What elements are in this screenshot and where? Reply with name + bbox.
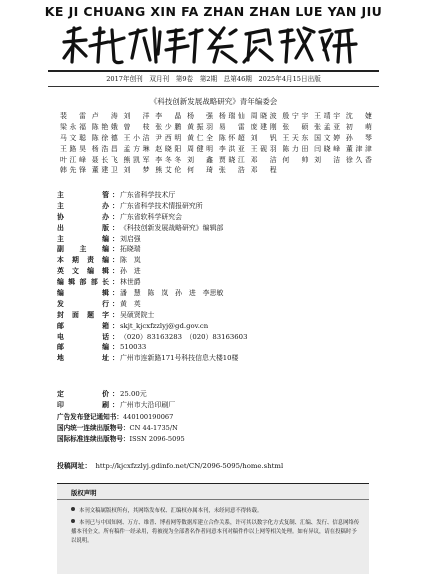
- info-row: [57, 234, 377, 245]
- publication-info: [57, 190, 377, 364]
- info-row: [57, 389, 325, 400]
- info-row: [57, 244, 377, 255]
- committee-title: 《科技创新发展战略研究》青年编委会: [149, 97, 278, 106]
- info-row: [57, 353, 377, 364]
- info-label: 主编: [57, 234, 109, 243]
- committee-member: [346, 165, 372, 176]
- committee-member: 王路昊: [60, 144, 86, 153]
- committee-row: [60, 155, 372, 166]
- colon: ：: [112, 267, 119, 276]
- info-label: 编辑: [57, 289, 109, 298]
- committee-member: 韩先锋: [60, 166, 86, 175]
- colon: ：: [112, 321, 119, 330]
- committee-member: 周健明: [187, 144, 214, 153]
- committee-member: 闫晓峰: [314, 144, 341, 153]
- committee-member: 黄振羽: [187, 122, 214, 131]
- submission-website: [57, 460, 283, 470]
- colon: ：: [112, 201, 119, 210]
- info-row: [57, 288, 377, 299]
- registration-label: 广告发布登记通知书：: [57, 413, 123, 421]
- registration-value: CN 44-1735/N: [129, 424, 178, 432]
- info-value: （020）83163283 （020）83163603: [120, 332, 248, 341]
- committee-member: 刘 钒: [250, 133, 277, 142]
- colon: ：: [112, 234, 119, 243]
- info-row: [57, 223, 377, 234]
- info-row: [57, 321, 377, 332]
- committee-member: 贾晓江: [218, 155, 245, 164]
- committee-member: 杨浩昌: [91, 144, 118, 153]
- committee-member: 庞建刚: [250, 122, 277, 131]
- committee-member: 孙 琴: [345, 133, 372, 142]
- committee-member: 初 萌: [345, 122, 372, 131]
- committee-member: 陈力田: [282, 144, 309, 153]
- info-value: 510033: [120, 343, 147, 352]
- info-label: 发行: [57, 299, 109, 308]
- committee-member: 国文婷: [314, 133, 341, 142]
- colon: ：: [112, 245, 119, 254]
- committee-member: 王靖宇: [314, 112, 341, 120]
- colon: ：: [112, 343, 119, 352]
- committee-member: 梁永福: [60, 122, 86, 131]
- info-label: 定价: [57, 390, 109, 398]
- registration-row: [57, 411, 173, 421]
- info-label: 主管: [57, 191, 109, 199]
- info-row: [57, 255, 377, 266]
- registration-value: 440100190067: [122, 413, 174, 421]
- pricing-info: [57, 389, 325, 411]
- committee-member: 杨 强: [187, 112, 214, 120]
- info-row: [57, 266, 377, 277]
- committee-member: 曾 枝: [123, 122, 150, 131]
- info-row: [57, 400, 325, 411]
- committee-member: 陈艳娥: [91, 122, 118, 131]
- registration-row: [57, 433, 185, 443]
- pinyin-title: KE JI CHUANG XIN FA ZHAN ZHAN LUE YAN JIU: [44, 4, 383, 19]
- committee-row: [60, 144, 372, 155]
- info-label: 邮箱: [57, 321, 109, 330]
- colon: ：: [112, 289, 119, 298]
- committee-member: 王小洁: [123, 133, 150, 142]
- committee-member: 易 雷: [218, 122, 245, 131]
- info-label: 主办: [57, 201, 109, 210]
- committee-member: 董津津: [345, 144, 372, 153]
- info-value: 广东省科学技术情报研究所: [120, 201, 203, 210]
- info-value: 广州市大沿印刷厂: [120, 400, 176, 409]
- colon: ：: [112, 400, 119, 409]
- committee-member: 刘 洋: [123, 112, 150, 120]
- registration-label: 国内统一连续出版物号：: [57, 424, 130, 432]
- committee-member: 刘 梦: [123, 166, 150, 175]
- info-row: [57, 201, 377, 212]
- colon: ：: [112, 223, 119, 232]
- colon: ：: [112, 299, 119, 308]
- committee-member: 何 帅: [282, 155, 309, 164]
- info-row: [57, 212, 377, 223]
- committee-member: 王砚羽: [250, 144, 277, 153]
- info-value: 孙 进: [120, 267, 141, 276]
- committee-member: 熊凯军: [123, 155, 150, 164]
- committee-member: [314, 165, 340, 176]
- calligraphy-title-logo: [60, 24, 367, 68]
- committee-members: [60, 111, 372, 176]
- info-value: 林世爵: [120, 278, 141, 287]
- committee-member: 董建卫: [91, 166, 118, 175]
- committee-member: 殷宁宇: [282, 112, 309, 120]
- committee-member: 张 浩: [218, 166, 245, 175]
- committee-row: [60, 133, 372, 144]
- committee-member: 张孟亚: [314, 122, 341, 131]
- committee-member: 李洪亚: [218, 144, 245, 153]
- copyright-notice: 本刊已与中国知网、万方、维普、博看网等数据库建立合作关系，许可其以数字化方式复制、汇编、发行、信息网络传播本刊全文。所有稿件一经录用，将被视为全部著名作者同意本刊对稿件作以上网等相关处理。如有异议，请在投稿时予以说明。: [71, 520, 360, 544]
- committee-member: 张 硕: [282, 122, 309, 131]
- committee-member: 李冬冬: [155, 155, 182, 164]
- colon: ：: [112, 212, 119, 221]
- info-label: 印刷: [57, 400, 109, 409]
- committee-row: [60, 122, 372, 133]
- info-value: 刘启强: [120, 234, 141, 243]
- info-label: 地址: [57, 354, 109, 363]
- copyright-divider: [57, 499, 369, 500]
- info-value: skjt_kjcxfzzlyj@gd.gov.cn: [120, 321, 209, 330]
- colon: ：: [112, 390, 119, 398]
- info-value: 《科技创新发展战略研究》编辑部: [120, 223, 224, 232]
- colon: ：: [112, 278, 119, 287]
- info-label: 邮编: [57, 343, 109, 352]
- info-label: 协办: [57, 212, 109, 221]
- registration-value: ISSN 2096-5095: [129, 435, 185, 443]
- info-label: 英文编辑: [57, 267, 109, 276]
- info-label: 电话: [57, 332, 109, 341]
- info-value: 广东省软科学研究会: [120, 212, 183, 221]
- committee-member: [282, 165, 308, 176]
- committee-member: 张少鹏: [155, 122, 182, 131]
- copyright-notice: 本刊文稿属版权所有，其网络发布权、汇编权亦属本刊，未经同意不得转载。: [71, 507, 361, 516]
- info-row: [57, 299, 377, 310]
- committee-member: 周晓波: [250, 112, 277, 120]
- committee-member: 沈 婕: [345, 112, 372, 120]
- info-value: 25.00元: [120, 390, 147, 398]
- committee-row: [60, 111, 372, 122]
- committee-member: 陈徐德: [91, 133, 118, 142]
- committee-member: 王天东: [282, 133, 309, 142]
- committee-member: 李 晶: [155, 112, 182, 120]
- committee-member: 裴 雷: [60, 112, 86, 120]
- info-label: 出版: [57, 223, 109, 232]
- committee-member: 刘 洁: [314, 155, 341, 164]
- issue-info: 2017年创刊 双月刊 第9卷 第2期 总第46期 2025年4月15日出版: [106, 75, 321, 83]
- info-label: 封面题字: [57, 310, 109, 319]
- info-row: [57, 190, 377, 201]
- info-row: [57, 310, 377, 321]
- colon: ：: [112, 191, 119, 199]
- info-row: [57, 332, 377, 343]
- info-value: 潘 慧 陈 岚 孙 进 李思敏: [120, 289, 224, 298]
- committee-member: 刘 鑫: [187, 155, 214, 164]
- committee-member: 邓 洁: [250, 155, 277, 164]
- committee-member: 杨瑞仙: [218, 112, 245, 120]
- info-label: 本期责编: [57, 256, 109, 265]
- committee-member: 陈怀超: [218, 133, 245, 142]
- committee-member: 尹西明: [155, 133, 182, 142]
- committee-member: 马文聪: [60, 133, 86, 142]
- info-value: 陈 岚: [120, 256, 141, 265]
- colon: ：: [112, 354, 119, 363]
- committee-member: 聂长飞: [91, 155, 118, 164]
- info-value: 广东省科学技术厅: [120, 191, 176, 199]
- website-label: 投稿网址：: [57, 462, 92, 470]
- colon: ：: [112, 256, 119, 265]
- info-value: 拓晓瑞: [120, 245, 141, 254]
- copyright-title: 版权声明: [71, 489, 97, 497]
- committee-member: 徐久香: [345, 155, 372, 164]
- committee-member: 孟方琳: [123, 144, 150, 153]
- info-row: [57, 277, 377, 288]
- info-value: 黄 英: [120, 299, 141, 308]
- committee-member: 熊艾伦: [155, 166, 182, 175]
- bullet-icon: [71, 519, 75, 523]
- committee-row: [60, 165, 372, 176]
- info-label: 副主编: [57, 245, 109, 254]
- committee-member: 邓 程: [250, 166, 277, 175]
- info-row: [57, 342, 377, 353]
- info-value: 吴硕贤院士: [120, 310, 155, 319]
- copyright-box: [57, 483, 369, 574]
- website-url: http://kjcxfzzlyj.gdinfo.net/CN/2096-5095/home.shtml: [95, 462, 284, 470]
- committee-member: 赵晓阳: [155, 144, 182, 153]
- colon: ：: [112, 332, 119, 341]
- registration-row: [57, 422, 178, 432]
- committee-member: 何 琦: [187, 166, 214, 175]
- committee-member: 卢 涛: [91, 112, 118, 120]
- registration-label: 国际标准连续出版物号：: [57, 435, 130, 443]
- bullet-icon: [71, 507, 75, 511]
- header-thin-rule: [48, 86, 379, 87]
- committee-member: 黄仁全: [187, 133, 214, 142]
- colon: ：: [112, 310, 119, 319]
- committee-member: 叶江峰: [60, 155, 86, 164]
- header-rule: [48, 70, 379, 72]
- info-value: 广州市连新路171号科技信息大楼10楼: [120, 354, 239, 363]
- info-label: 编辑部部长: [57, 278, 109, 287]
